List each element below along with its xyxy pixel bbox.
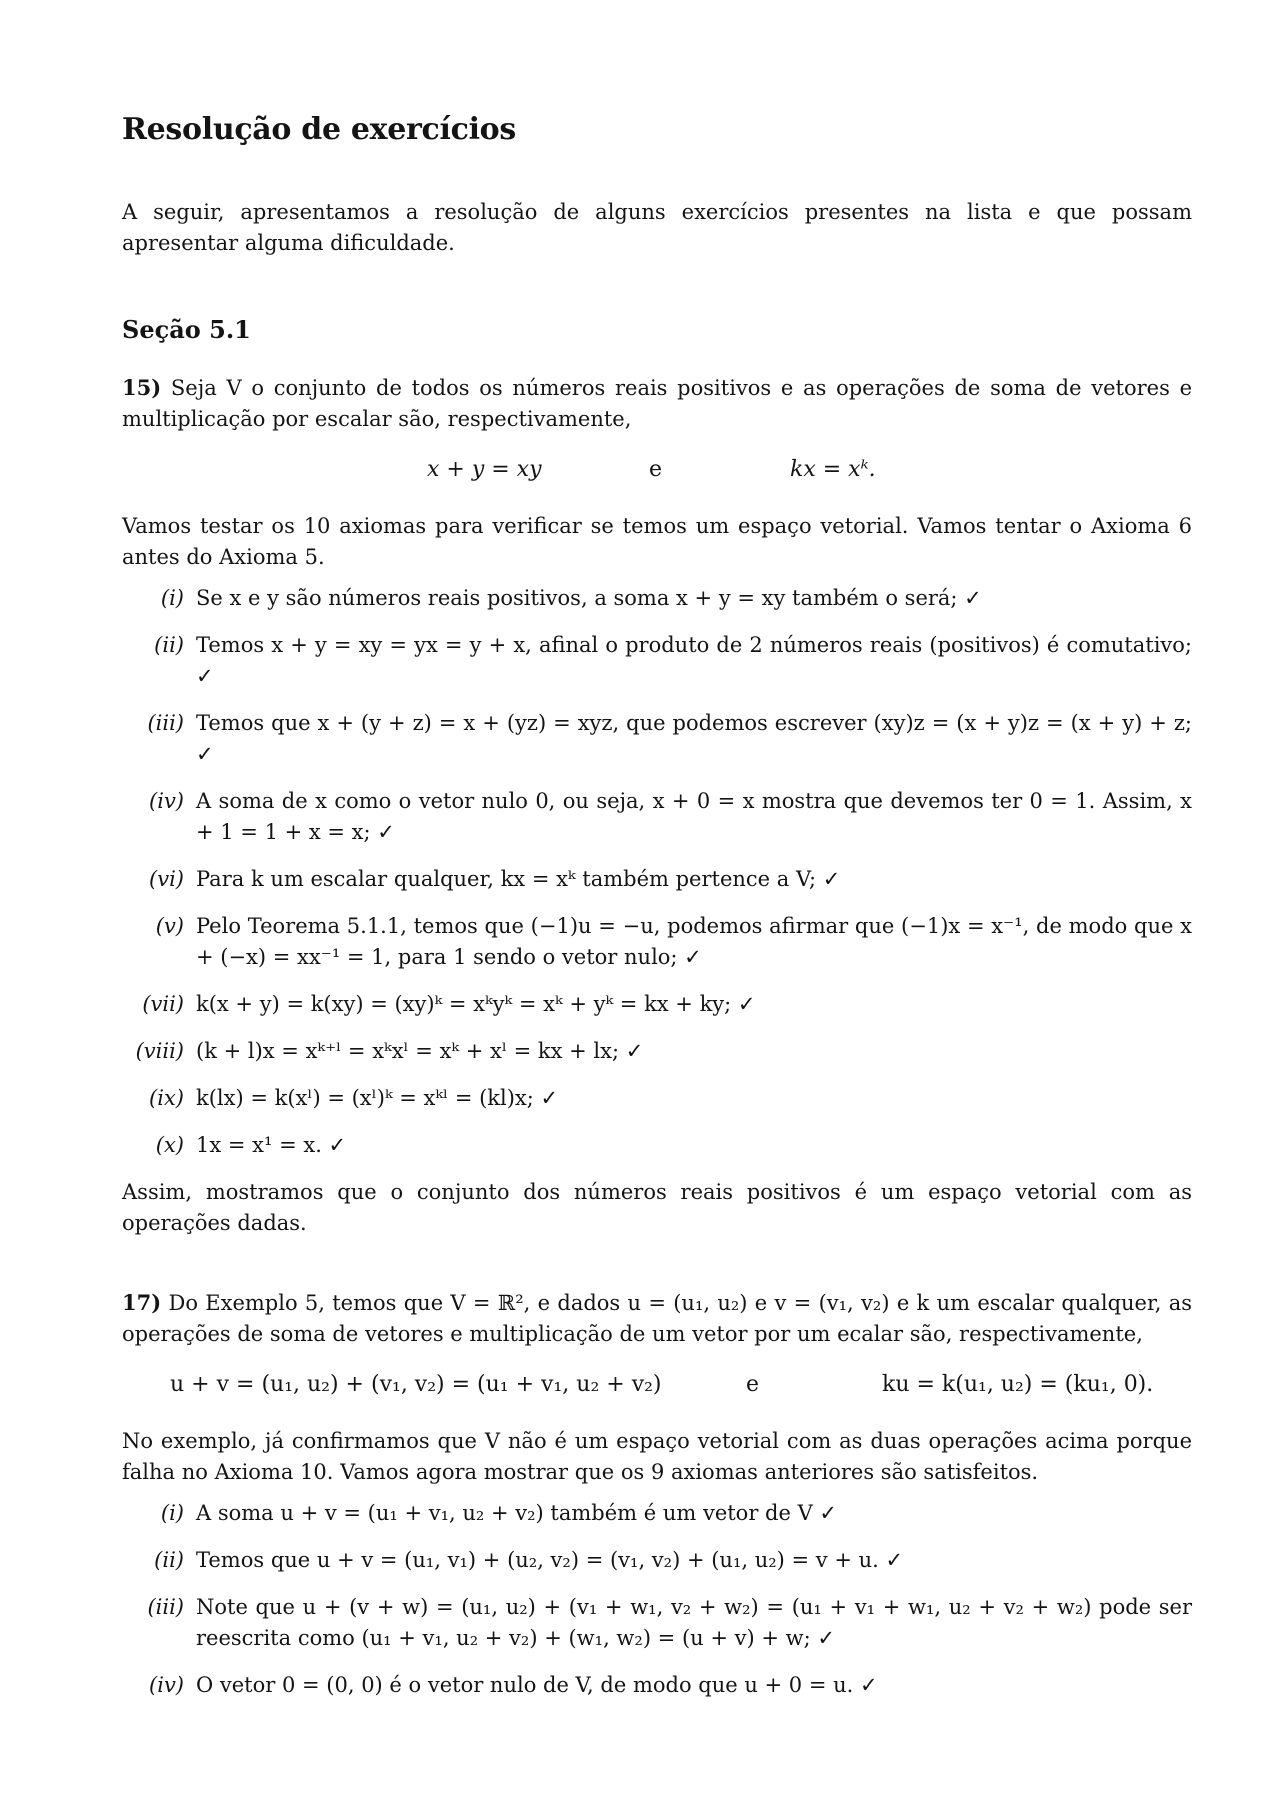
exercise-15-axiom-list <box>122 583 1192 1161</box>
item-text: Para k um escalar qualquer, kx = xᵏ também pertence a V; ✓ <box>196 867 841 891</box>
list-item <box>122 864 1192 895</box>
item-text: Pelo Teorema 5.1.1, temos que (−1)u = −u, podemos afirmar que (−1)x = x⁻¹, de modo que x + (−x) = xx⁻¹ = 1, para 1 sendo o vetor nulo; ✓ <box>196 914 1192 969</box>
display-scalar: kx = xᵏ. <box>790 457 876 482</box>
list-item <box>122 630 1192 692</box>
item-label: (iii) <box>147 1595 184 1619</box>
list-item <box>122 1545 1192 1576</box>
section-heading: Seção 5.1 <box>122 315 251 344</box>
item-label: (ii) <box>154 633 184 657</box>
exercise-number: 15) <box>122 375 162 400</box>
display-scalar: ku = k(u₁, u₂) = (ku₁, 0). <box>882 1372 1154 1397</box>
item-label: (vi) <box>149 867 184 891</box>
item-text: 1x = x¹ = x. ✓ <box>196 1133 347 1157</box>
item-label: (ix) <box>149 1086 184 1110</box>
item-label: (ii) <box>154 1548 184 1572</box>
item-text: Note que u + (v + w) = (u₁, u₂) + (v₁ + w₁, v₂ + w₂) = (u₁ + v₁ + w₁, u₂ + v₂ + w₂) pode ser reescrita como (u₁ + v₁, u₂ + v₂) + (w₁, w₂) = (u + v) + w; ✓ <box>196 1595 1192 1650</box>
list-item <box>122 911 1192 973</box>
page-title: Resolução de exercícios <box>122 112 516 147</box>
display-sum: u + v = (u₁, u₂) + (v₁, v₂) = (u₁ + v₁, u₂ + v₂) <box>170 1372 662 1397</box>
exercise-15-test-paragraph: Vamos testar os 10 axiomas para verificar se temos um espaço vetorial. Vamos tentar o Axioma 6 antes do Axioma 5. <box>122 514 1192 569</box>
list-item <box>122 1036 1192 1067</box>
exercise-text: Seja V o conjunto de todos os números reais positivos e as operações de soma de vetores e multiplicação por escalar são, respectivamente, <box>122 376 1192 431</box>
item-label: (vii) <box>142 992 184 1016</box>
exercise-17-axiom-list <box>122 1498 1192 1701</box>
display-connector: e <box>746 1372 760 1397</box>
intro-paragraph: A seguir, apresentamos a resolução de alguns exercícios presentes na lista e que possam apresentar alguma dificuldade. <box>122 200 1192 255</box>
item-label: (iv) <box>149 1673 184 1697</box>
list-item <box>122 1130 1192 1161</box>
list-item <box>122 786 1192 848</box>
list-item <box>122 1592 1192 1654</box>
item-label: (i) <box>160 1501 184 1525</box>
exercise-17-display-equation <box>122 1372 1192 1406</box>
item-text: k(lx) = k(xˡ) = (xˡ)ᵏ = xᵏˡ = (kl)x; ✓ <box>196 1086 559 1110</box>
item-text: O vetor 0 = (0, 0) é o vetor nulo de V, de modo que u + 0 = u. ✓ <box>196 1673 878 1697</box>
item-text: Temos que x + (y + z) = x + (yz) = xyz, que podemos escrever (xy)z = (x + y)z = (x + y) + z; ✓ <box>196 711 1192 766</box>
item-text: Se x e y são números reais positivos, a soma x + y = xy também o será; ✓ <box>196 586 982 610</box>
display-connector: e <box>649 457 663 482</box>
item-text: Temos que u + v = (u₁, v₁) + (u₂, v₂) = (v₁, v₂) + (u₁, u₂) = v + u. ✓ <box>196 1548 904 1572</box>
exercise-15-statement <box>122 372 1192 435</box>
item-text: (k + l)x = xᵏ⁺ˡ = xᵏxˡ = xᵏ + xˡ = kx + lx; ✓ <box>196 1039 644 1063</box>
item-text: A soma u + v = (u₁ + v₁, u₂ + v₂) também é um vetor de V ✓ <box>196 1501 838 1525</box>
item-label: (iv) <box>149 789 184 813</box>
list-item <box>122 1670 1192 1701</box>
exercise-number: 17) <box>122 1290 162 1315</box>
exercise-15-display-equation <box>122 457 1192 491</box>
item-text: Temos x + y = xy = yx = y + x, afinal o produto de 2 números reais (positivos) é comutativo; ✓ <box>196 633 1192 688</box>
item-text: k(x + y) = k(xy) = (xy)ᵏ = xᵏyᵏ = xᵏ + yᵏ = kx + ky; ✓ <box>196 992 756 1016</box>
exercise-15-conclusion: Assim, mostramos que o conjunto dos números reais positivos é um espaço vetorial com as operações dadas. <box>122 1180 1192 1235</box>
list-item <box>122 989 1192 1020</box>
item-label: (viii) <box>135 1039 184 1063</box>
list-item <box>122 583 1192 614</box>
document-page <box>122 112 1192 1717</box>
item-text: A soma de x como o vetor nulo 0, ou seja, x + 0 = x mostra que devemos ter 0 = 1. Assim, x + 1 = 1 + x = x; ✓ <box>196 789 1192 844</box>
list-item <box>122 708 1192 770</box>
exercise-text: Do Exemplo 5, temos que V = ℝ², e dados u = (u₁, u₂) e v = (v₁, v₂) e k um escalar qualquer, as operações de soma de vetores e multiplicação de um vetor por um ecalar são, respectivamente, <box>122 1291 1192 1346</box>
exercise-17-note: No exemplo, já confirmamos que V não é um espaço vetorial com as duas operações acima porque falha no Axioma 10. Vamos agora mostrar que os 9 axiomas anteriores são satisfeitos. <box>122 1429 1192 1484</box>
item-label: (x) <box>155 1133 184 1157</box>
list-item <box>122 1083 1192 1114</box>
list-item <box>122 1498 1192 1529</box>
item-label: (iii) <box>147 711 184 735</box>
display-sum: x + y = xy <box>427 457 542 482</box>
item-label: (i) <box>160 586 184 610</box>
exercise-17-statement <box>122 1287 1192 1350</box>
item-label: (v) <box>155 914 184 938</box>
